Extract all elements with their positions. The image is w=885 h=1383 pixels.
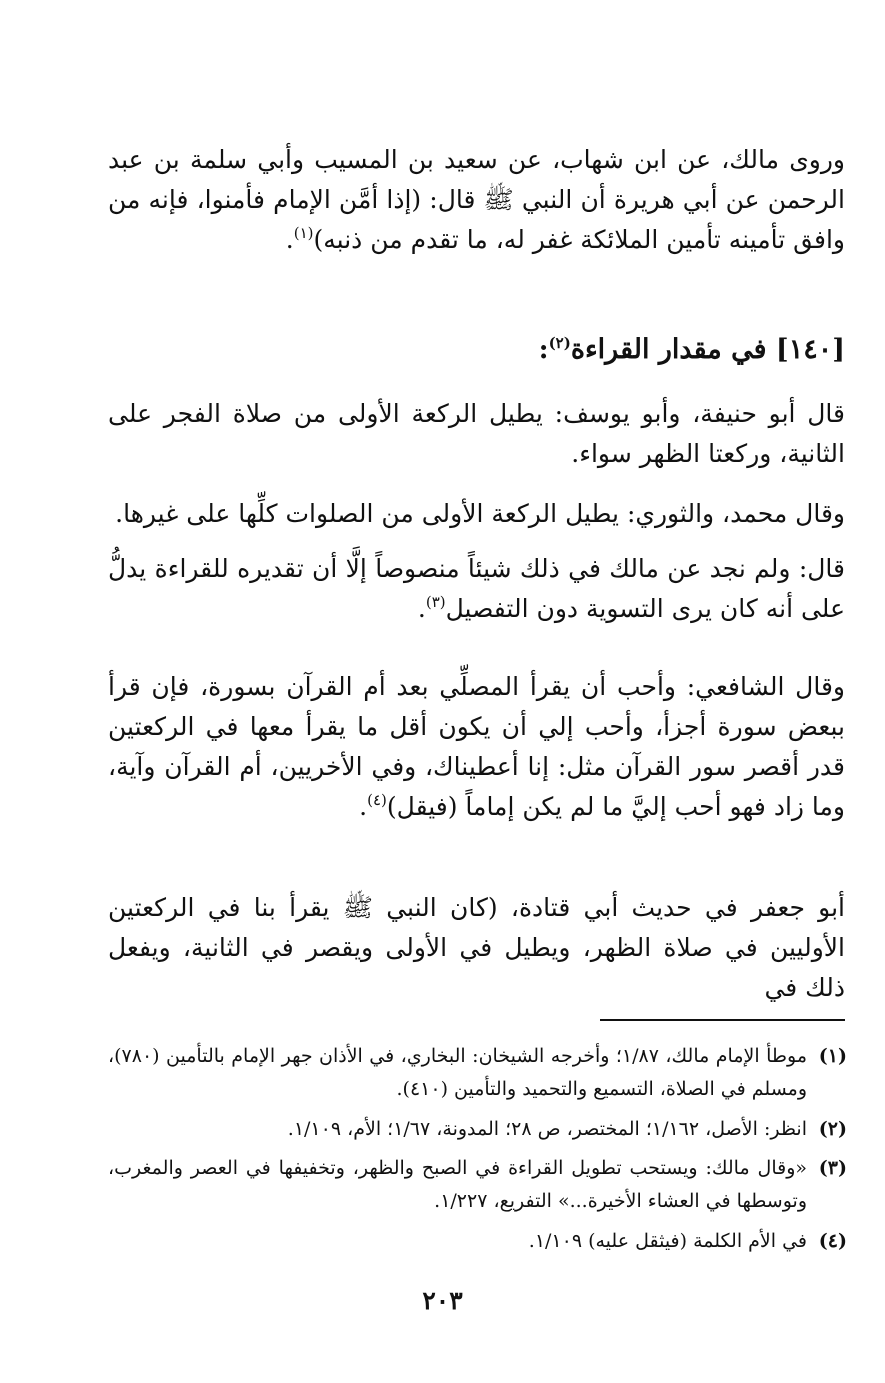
footnote-text: في الأم الكلمة (فيثقل عليه) ١/١٠٩. [528, 1230, 807, 1252]
paragraph-text: وروى مالك، عن ابن شهاب، عن سعيد بن المسيب وأبي سلمة بن عبد الرحمن عن أبي هريرة أن النبي ﷺ قال: (إذا أمَّن الإمام فأمنوا، فإنه من وافق تأمينه تأمين الملائكة غفر له، ما تقدم من ذنبه)$^{(١)}$. [108, 145, 845, 254]
section-heading [108, 330, 845, 370]
paragraph-text: وقال محمد، والثوري: يطيل الركعة الأولى من الصلوات كلِّها على غيرها. [115, 499, 845, 528]
footnote-ref: (٢) [548, 334, 571, 352]
footnote-text: انظر: الأصل، ١/١٦٢؛ المختصر، ص ٢٨؛ المدونة، ١/٦٧؛ الأم، ١/١٠٩. [287, 1118, 807, 1140]
paragraph-malik-narration [108, 140, 845, 260]
footnote-2 [108, 1113, 847, 1146]
footnote-number: (٣) [818, 1157, 847, 1179]
footnote-ref: (٣) [425, 593, 446, 611]
footnote-1 [108, 1040, 847, 1106]
paragraph-malik-opinion [108, 549, 845, 629]
footnote-ref: (١) [293, 224, 314, 242]
footnote-text: «وقال مالك: ويستحب تطويل القراءة في الصبح والظهر، وتخفيفها في العصر والمغرب، وتوسطها في العشاء الأخيرة...» التفريع، ١/٢٢٧. [108, 1157, 807, 1212]
paragraph-shafii [108, 667, 845, 827]
footnote-number: (٤) [818, 1230, 847, 1252]
footnote-ref: (٤) [367, 791, 387, 809]
paragraph-abu-hanifa [108, 394, 845, 474]
paragraph-muhammad [108, 494, 845, 534]
footnote-text: موطأ الإمام مالك، ١/٨٧؛ وأخرجه الشيخان: البخاري، في الأذان جهر الإمام بالتأمين (٧٨٠)، ومسلم في الصلاة، التسميع والتحميد والتأمين (٤١٠). [108, 1045, 807, 1100]
footnote-4 [108, 1225, 847, 1258]
footnote-3 [108, 1152, 847, 1218]
paragraph-text: وقال الشافعي: وأحب أن يقرأ المصلِّي بعد أم القرآن بسورة، فإن قرأ ببعض سورة أجزأ، وأحب إلي أن يكون أقل ما يقرأ معها في الركعتين قدر أقصر سور القرآن مثل: إنا أعطيناك، وفي الأخريين، أم القرآن وآية، وما زاد فهو أحب إليَّ ما لم يكن إماماً (فيقل)$^{(٤)}$. [108, 672, 845, 821]
footnote-number: (٢) [818, 1118, 847, 1140]
paragraph-text: قال أبو حنيفة، وأبو يوسف: يطيل الركعة الأولى من صلاة الفجر على الثانية، وركعتا الظهر سواء. [108, 399, 845, 468]
paragraph-text: قال: ولم نجد عن مالك في ذلك شيئاً منصوصاً إلَّا أن تقديره للقراءة يدلُّ على أنه كان يرى التسوية دون التفصيل$^{(٣)}$. [108, 554, 845, 623]
page-number: ٢٠٣ [422, 1286, 463, 1315]
paragraph-abu-jafar [108, 888, 845, 1008]
footnote-divider [600, 1019, 845, 1021]
section-title: [١٤٠] في مقدار القراءة$^{(٢)}$: [538, 334, 845, 365]
paragraph-text: أبو جعفر في حديث أبي قتادة، (كان النبي ﷺ يقرأ بنا في الركعتين الأوليين في صلاة الظهر، ويطيل في الأولى ويقصر في الثانية، ويفعل ذلك في [108, 893, 845, 1002]
footnote-number: (١) [818, 1045, 847, 1067]
